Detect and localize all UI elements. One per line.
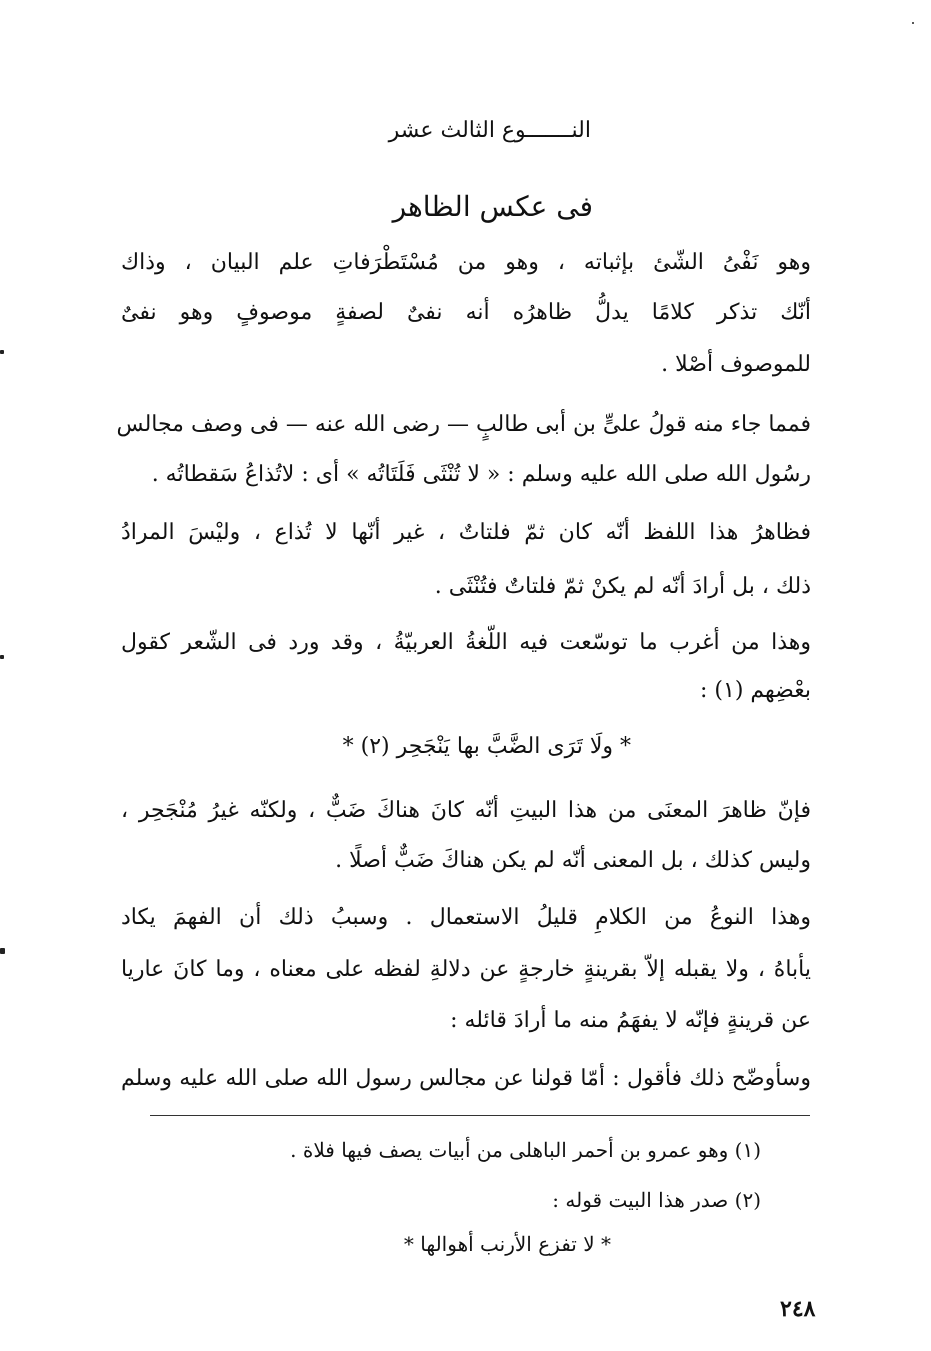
footnote-divider xyxy=(150,1115,810,1116)
text-line: وهو نَفْىُ الشّئ بإثباته ، وهو من مُسْتَطْرَفاتِ علم البيان ، وذاك xyxy=(121,250,812,275)
text-line: وهذا من أغرب ما توسّعت فيه اللّغةُ العربيّةُ ، وقد ورد فى الشّعر كقول xyxy=(121,630,811,655)
text-line: فمما جاء منه قولُ علىٍّ بن أبى طالبٍ — رضى الله عنه — فى وصف مجالس xyxy=(116,412,811,437)
page-number: ٢٤٨ xyxy=(780,1296,816,1322)
text-line: فإنّ ظاهرَ المعنَى من هذا البيتِ أنّه كانَ هناكَ ضَبٌّ ، ولكنّه غيرُ مُنْجَحِر ، xyxy=(121,798,811,823)
text-line: عن قرينةٍ فإنّه لا يفهَمُ منه ما أرادَ قائله : xyxy=(450,1008,811,1033)
text-line: بعْضِهم (١) : xyxy=(699,678,811,703)
scan-speck xyxy=(0,948,5,954)
text-line: يأباهُ ، ولا يقبله إلاّ بقرينةٍ خارجةٍ عن دلالةِ لفظه على معناه ، وما كانَ عاريا xyxy=(121,957,811,982)
scan-speck xyxy=(912,22,914,24)
text-line: وسأوضّح ذلك فأقول : أمّا قولنا عن مجالس رسول الله صلى الله عليه وسلم xyxy=(121,1066,811,1091)
section-title: فى عكس الظاهر xyxy=(392,190,593,223)
text-line: ذلك ، بل أرادَ أنّه لم يكنْ ثمّ فلتاتٌ فتُنْثَى . xyxy=(434,574,811,599)
footnote-1: (١) وهو عمرو بن أحمر الباهلى من أبيات يصف فيها فلاة . xyxy=(290,1138,761,1162)
text-line: وليس كذلك ، بل المعنى أنّه لم يكن هناكَ ضَبٌّ أصلًا . xyxy=(335,848,811,873)
scan-speck xyxy=(0,350,4,354)
footnote-verse: * لا تفزع الأرنب أهوالها * xyxy=(403,1232,611,1256)
text-line: أنّك تذكر كلامًا يدلُّ ظاهرُه أنه نفىٌ لصفةٍ موصوفٍ وهو نفىٌ xyxy=(121,300,812,325)
text-line: وهذا النوعُ من الكلامِ قليلُ الاستعمال . وسببُ ذلك أن الفهمَ يكاد xyxy=(121,905,811,930)
poetry-verse: * ولَا تَرَى الضَّبَّ بها يَنْجَحِر (٢) * xyxy=(342,734,631,759)
scan-speck xyxy=(0,655,4,659)
text-line: رسُول الله صلى الله عليه وسلم : « لا تُنْثَى فَلَتَاتُه » أى : لاتُذاعُ سَقطاتُه . xyxy=(151,462,811,487)
chapter-heading: النـــــــوع الثالث عشر xyxy=(388,118,591,143)
footnote-2: (٢) صدر هذا البيت قوله : xyxy=(552,1188,761,1212)
text-line: فظاهرُ هذا اللفظ أنّه كان ثمّ فلتاتٌ ، غير أنّها لا تُذاع ، وليْسَ المرادُ xyxy=(121,520,811,545)
text-line: للموصوف أصْلا . xyxy=(661,352,811,377)
